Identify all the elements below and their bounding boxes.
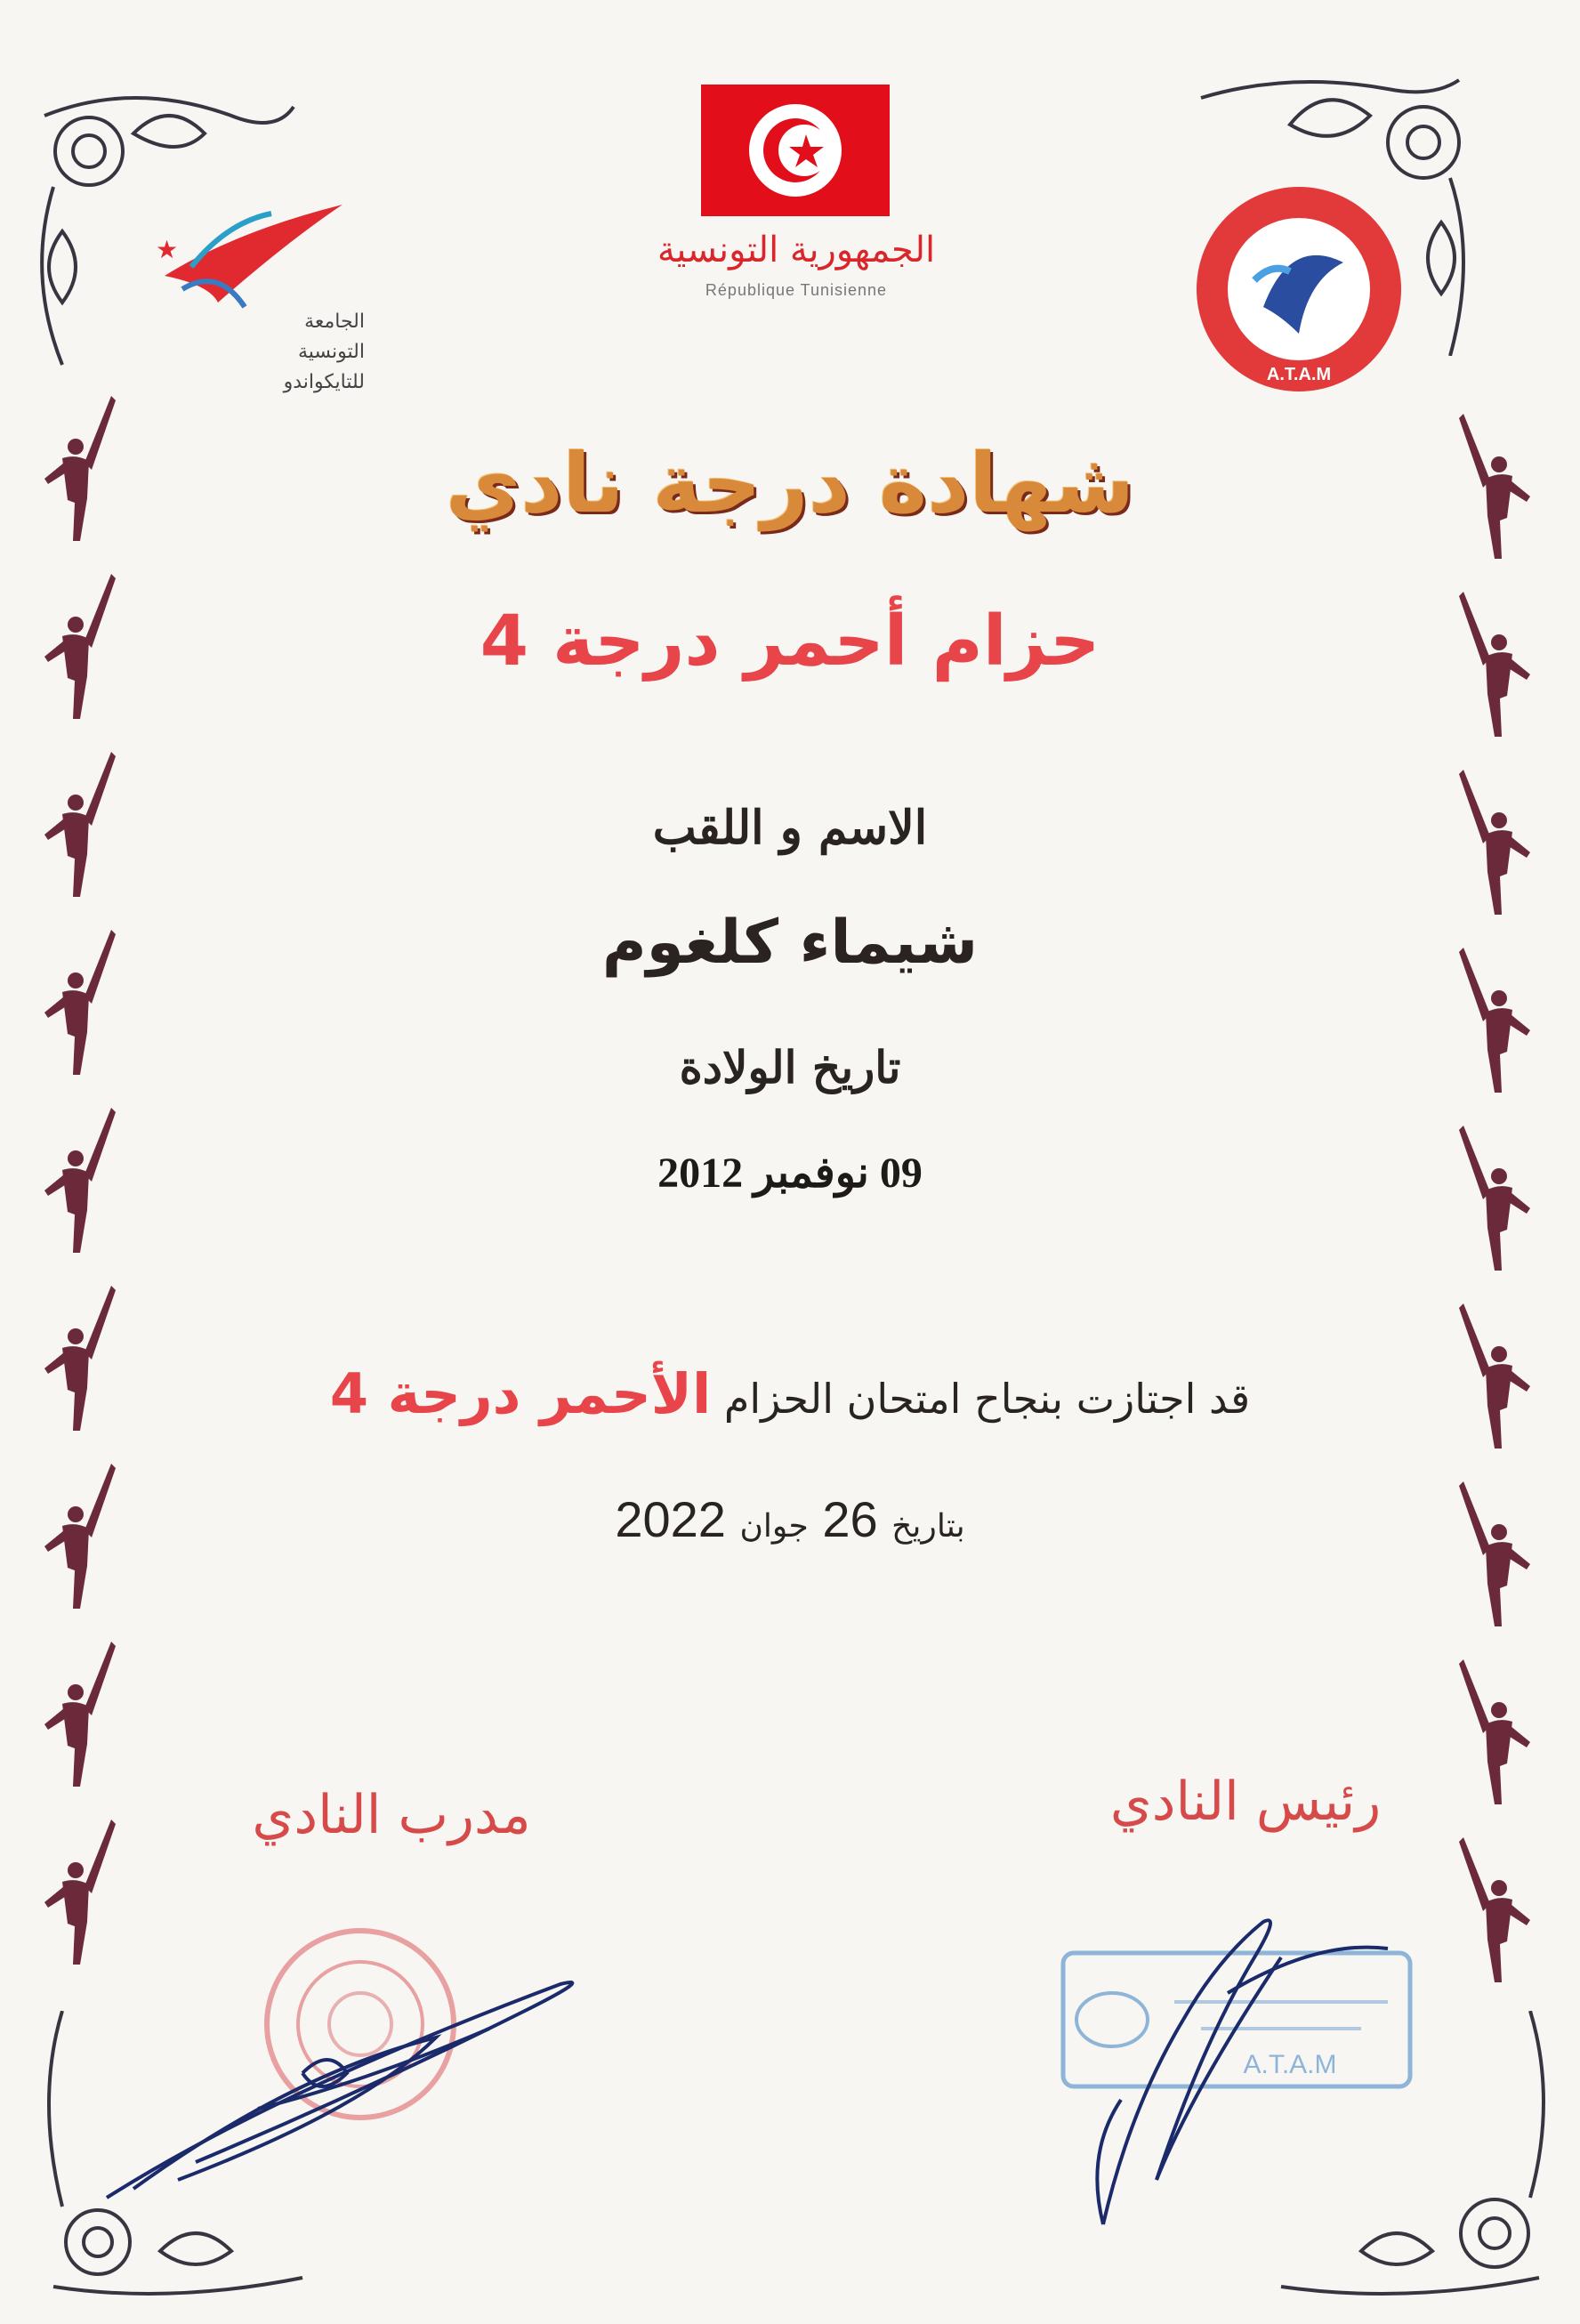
federation-line: للتايكواندو	[283, 371, 365, 393]
coach-signature	[98, 1949, 596, 2215]
federation-name	[222, 307, 365, 398]
border-figure-icon	[1459, 1833, 1539, 1984]
name-value: شيماء كلغوم	[601, 908, 979, 978]
date-prefix: بتاريخ	[891, 1508, 965, 1545]
federation-logo-icon	[156, 205, 360, 311]
border-figure-icon	[36, 1815, 116, 1966]
coach-signature-title: مدرب النادي	[252, 1784, 531, 1846]
tunisia-flag-icon	[701, 85, 890, 216]
passed-highlight: الأحمر درجة 4	[329, 1361, 712, 1426]
svg-text:★: ★	[156, 235, 179, 264]
certificate-title: شهادة درجة نادي	[445, 436, 1135, 531]
date-year: 2022	[615, 1491, 726, 1547]
federation-line: الجامعة	[304, 311, 365, 333]
date-day: 26	[822, 1491, 878, 1547]
atam-club-logo-icon	[1192, 182, 1406, 396]
certificate-subtitle: حزام أحمر درجة 4	[480, 601, 1100, 682]
republic-name-french: République Tunisienne	[705, 281, 888, 299]
exam-date	[0, 1490, 1580, 1548]
border-figure-icon	[1459, 1655, 1539, 1806]
passed-statement	[0, 1361, 1580, 1426]
atam-caption: A.T.A.M	[1266, 365, 1332, 384]
stamp-caption: A.T.A.M	[1243, 2050, 1337, 2079]
president-signature-title: رئيس النادي	[1109, 1771, 1382, 1833]
date-month: جوان	[739, 1508, 809, 1545]
name-label: الاسم و اللقب	[652, 801, 928, 855]
dob-label: تاريخ الولادة	[679, 1041, 901, 1093]
federation-line: التونسية	[297, 341, 365, 363]
dob-value: 09 نوفمبر 2012	[657, 1150, 923, 1197]
president-signature	[1050, 1886, 1423, 2242]
republic-name-arabic: الجمهورية التونسية	[657, 230, 936, 270]
border-figure-icon	[36, 1637, 116, 1788]
passed-text: قد اجتازت بنجاح امتحان الحزام	[723, 1375, 1251, 1423]
